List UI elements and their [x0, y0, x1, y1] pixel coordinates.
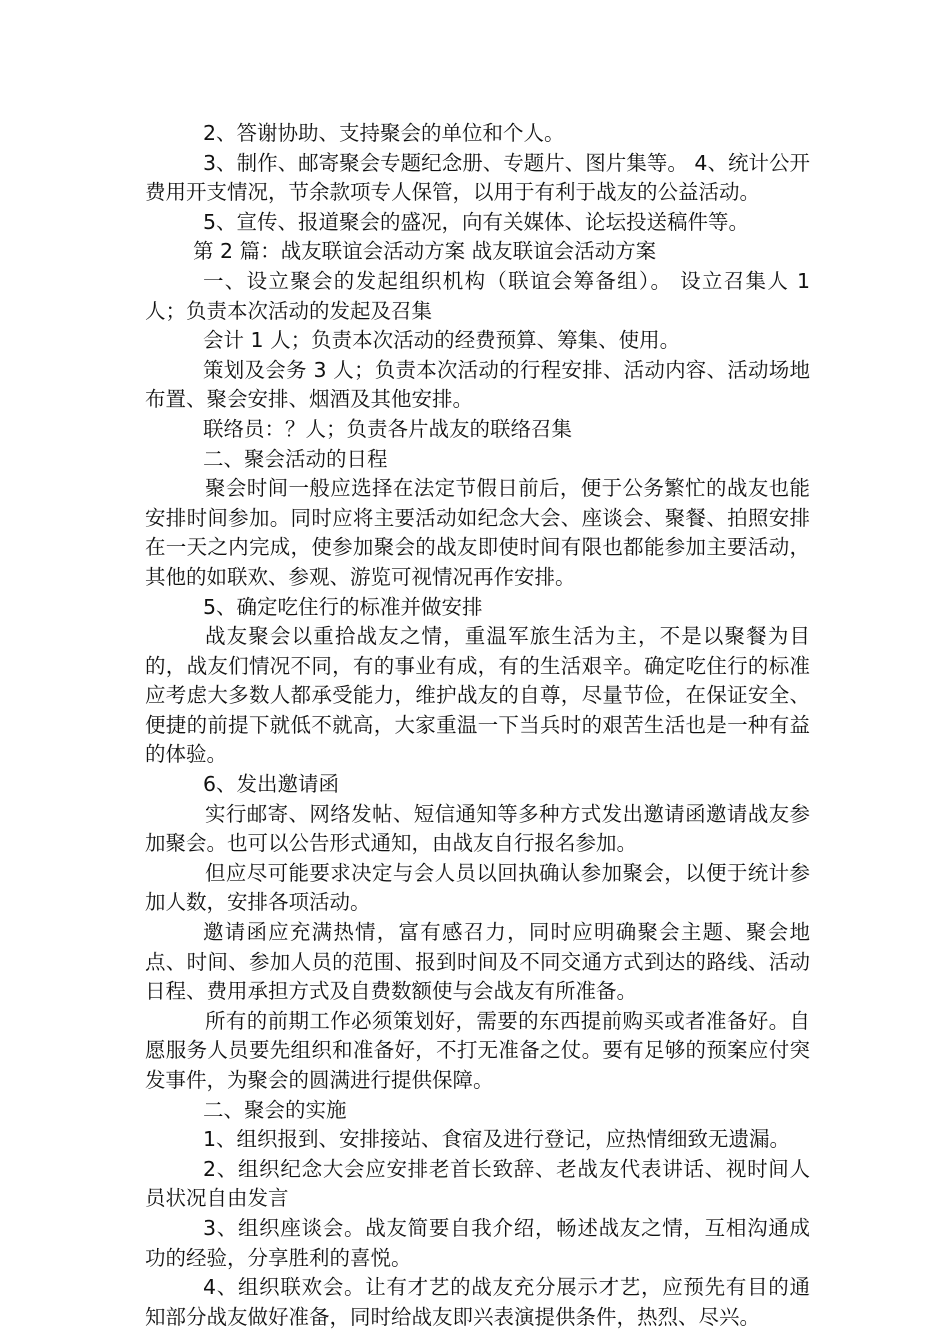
paragraph-2: 3、制作、邮寄聚会专题纪念册、专题片、图片集等。 4、统计公开费用开支情况，节余款项专人保管，以用于有利于战友的公益活动。 — [145, 150, 810, 205]
paragraph-8: 联络员：？人；负责各片战友的联络召集 — [203, 416, 572, 441]
paragraph-12: 战友聚会以重拾战友之情，重温军旅生活为主，不是以聚餐为目的，战友们情况不同，有的事业有成，有的生活艰辛。确定吃住行的标准应考虑大多数人都承受能力，维护战友的自尊，尽量节俭，在保证安全、便捷的前提下就低不就高，大家重温一下当兵时的艰苦生活也是一种有益的体验。 — [145, 624, 810, 767]
heading-standards: 5、确定吃住行的标准并做安排 — [203, 594, 483, 619]
heading-schedule: 二、聚会活动的日程 — [203, 446, 388, 471]
heading-invitation: 6、发出邀请函 — [203, 772, 340, 797]
paragraph-15: 但应尽可能要求决定与会人员以回执确认参加聚会，以便于统计参加人数，安排各项活动。 — [145, 860, 810, 915]
section-title-2: 第 2 篇：战友联谊会活动方案 战友联谊会活动方案 — [193, 239, 657, 264]
paragraph-5: 一、设立聚会的发起组织机构（联谊会筹备组）。 设立召集人 1 人；负责本次活动的发起及召集 — [145, 268, 810, 323]
paragraph-17: 所有的前期工作必须策划好，需要的东西提前购买或者准备好。自愿服务人员要先组织和准备好，不打无准备之仗。要有足够的预案应付突发事件，为聚会的圆满进行提供保障。 — [145, 1008, 810, 1092]
paragraph-1: 2、答谢协助、支持聚会的单位和个人。 — [203, 121, 565, 145]
paragraph-3: 5、宣传、报道聚会的盛况，向有关媒体、论坛投送稿件等。 — [203, 209, 750, 234]
paragraph-21: 3、组织座谈会。战友简要自我介绍，畅述战友之情，互相沟通成功的经验，分享胜利的喜悦。 — [145, 1215, 810, 1270]
paragraph-22: 4、组织联欢会。让有才艺的战友充分展示才艺，应预先有目的通知部分战友做好准备，同时给战友即兴表演提供条件，热烈、尽兴。 — [145, 1275, 810, 1329]
document-body — [145, 119, 810, 1332]
paragraph-20: 2、组织纪念大会应安排老首长致辞、老战友代表讲话、视时间人员状况自由发言 — [145, 1156, 810, 1211]
paragraph-10: 聚会时间一般应选择在法定节假日前后，便于公务繁忙的战友也能安排时间参加。同时应将主要活动如纪念大会、座谈会、聚餐、拍照安排在一天之内完成，使参加聚会的战友即使时间有限也都能参加主要活动，其他的如联欢、参观、游览可视情况再作安排。 — [145, 476, 810, 589]
paragraph-14: 实行邮寄、网络发帖、短信通知等多种方式发出邀请函邀请战友参加聚会。也可以公告形式通知，由战友自行报名参加。 — [145, 801, 810, 856]
paragraph-19: 1、组织报到、安排接站、食宿及进行登记，应热情细致无遗漏。 — [203, 1127, 791, 1152]
paragraph-7: 策划及会务 3 人；负责本次活动的行程安排、活动内容、活动场地布置、聚会安排、烟酒及其他安排。 — [145, 357, 810, 412]
heading-implementation: 二、聚会的实施 — [203, 1097, 347, 1122]
paragraph-16: 邀请函应充满热情，富有感召力，同时应明确聚会主题、聚会地点、时间、参加人员的范围、报到时间及不同交通方式到达的路线、活动日程、费用承担方式及自费数额使与会战友有所准备。 — [145, 920, 810, 1004]
paragraph-6: 会计 1 人；负责本次活动的经费预算、筹集、使用。 — [203, 328, 681, 353]
